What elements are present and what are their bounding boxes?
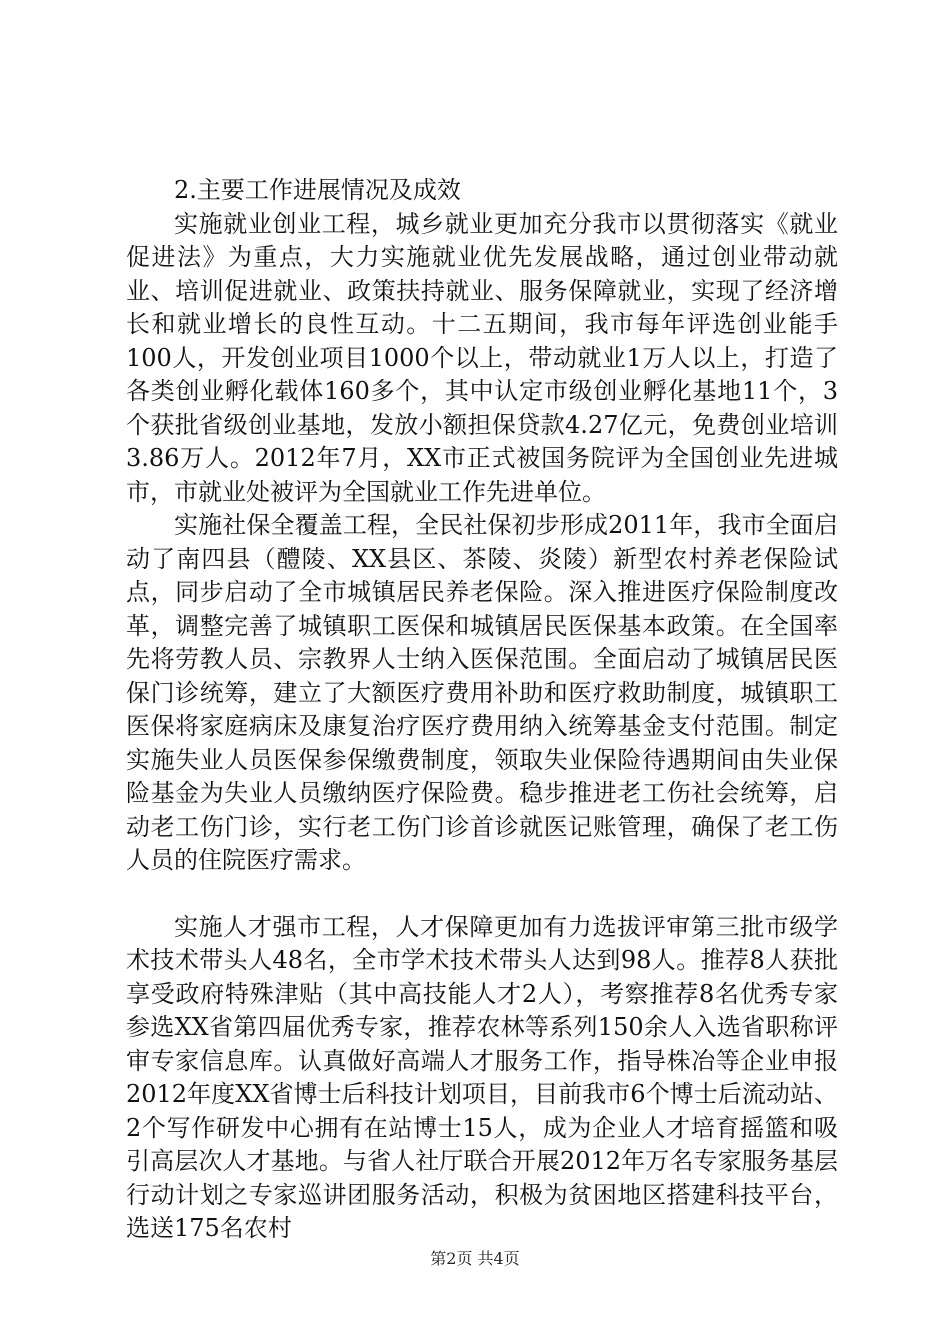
page-number-footer: 第2页 共4页 [430,1249,520,1268]
paragraph-social-security: 实施社保全覆盖工程，全民社保初步形成2011年，我市全面启动了南四县（醴陵、XX县区、茶陵、炎陵）新型农村养老保险试点，同步启动了全市城镇居民养老保险。深入推进医疗保险制度改革，调整完善了城镇职工医保和城镇居民医保基本政策。在全国率先将劳教人员、宗教界人士纳入医保范围。全面启动了城镇居民医保门诊统筹，建立了大额医疗费用补助和医疗救助制度，城镇职工医保将家庭病床及康复治疗医疗费用纳入统筹基金支付范围。制定实施失业人员医保参保缴费制度，领取失业保险待遇期间由失业保险基金为失业人员缴纳医疗保险费。稳步推进老工伤社会统筹，启动老工伤门诊，实行老工伤门诊首诊就医记账管理，确保了老工伤人员的住院医疗需求。 [126,511,838,874]
paragraph-gap [126,878,838,911]
section-heading: 2.主要工作进展情况及成效 [174,176,461,204]
document-body [126,174,838,1246]
paragraph-talent: 实施人才强市工程，人才保障更加有力选拔评审第三批市级学术技术带头人48名，全市学术技术带头人达到98人。推荐8人获批享受政府特殊津贴（其中高技能人才2人），考察推荐8名优秀专家参选XX省第四届优秀专家，推荐农林等系列150余人入选省职称评审专家信息库。认真做好高端人才服务工作，指导株冶等企业申报2012年度XX省博士后科技计划项目，目前我市6个博士后流动站、2个写作研发中心拥有在站博士15人，成为企业人才培育摇篮和吸引高层次人才基地。与省人社厅联合开展2012年万名专家服务基层行动计划之专家巡讲团服务活动，积极为贫困地区搭建科技平台，选送175名农村 [126,912,838,1242]
paragraph-employment: 实施就业创业工程，城乡就业更加充分我市以贯彻落实《就业促进法》为重点，大力实施就业优先发展战略，通过创业带动就业、培训促进就业、政策扶持就业、服务保障就业，实现了经济增长和就业增长的良性互动。十二五期间，我市每年评选创业能手100人，开发创业项目1000个以上，带动就业1万人以上，打造了各类创业孵化载体160多个，其中认定市级创业孵化基地11个，3个获批省级创业基地，发放小额担保贷款4.27亿元，免费创业培训3.86万人。2012年7月，XX市正式被国务院评为全国创业先进城市，市就业处被评为全国就业工作先进单位。 [126,209,838,506]
